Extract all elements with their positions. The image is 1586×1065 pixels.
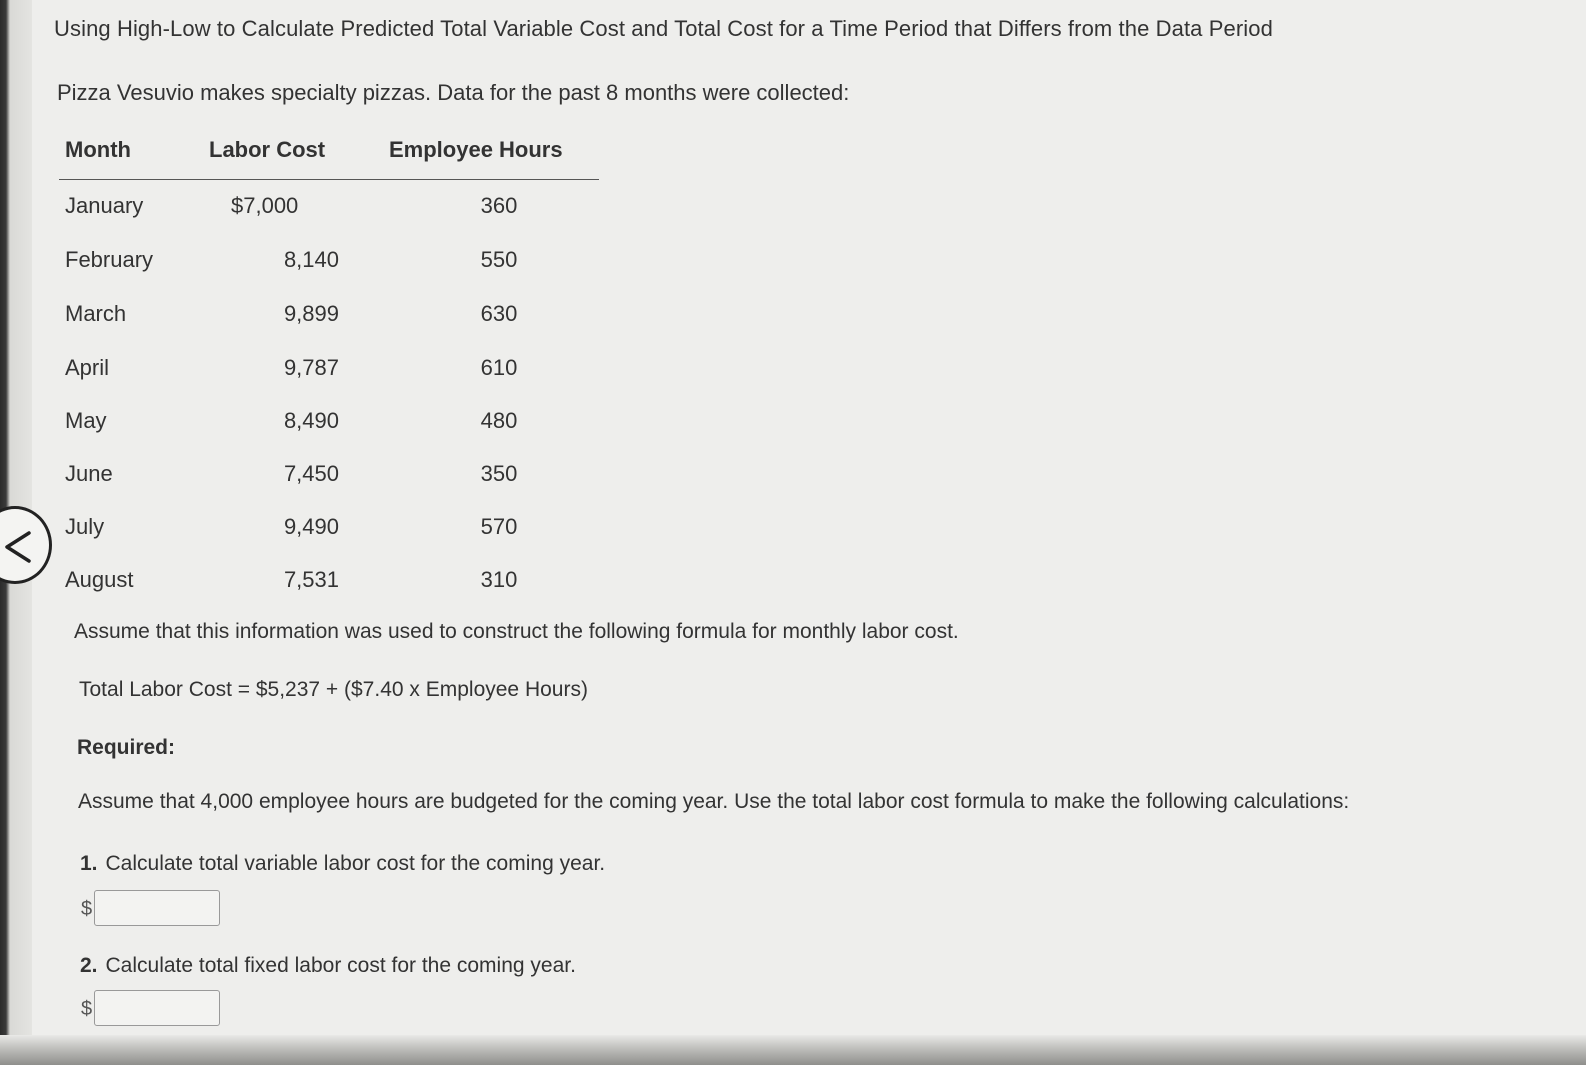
employee-hours-cell: 630 [480,301,518,326]
column-header-employee-hours: Employee Hours [389,137,563,162]
currency-symbol: $ [81,998,93,1020]
month-cell: February [65,247,154,272]
labor-cost-cell: $7,000 [231,193,299,218]
employee-hours-cell: 550 [480,247,518,272]
employee-hours-cell: 610 [480,355,518,380]
month-cell: June [65,461,113,486]
chevron-left-icon [1,529,35,565]
labor-cost-cell: 9,899 [283,301,339,326]
question-text: Calculate total variable labor cost for the coming year. [105,852,606,875]
table-row [59,514,599,554]
labor-cost-cell: 8,490 [283,408,339,433]
employee-hours-cell: 360 [480,193,518,218]
labor-cost-cell: 7,531 [283,567,339,592]
column-header-labor-cost: Labor Cost [209,137,326,162]
question-number: 1. [80,852,98,875]
month-cell: March [65,301,127,326]
screen-bezel-bottom [0,1035,1586,1065]
variable-labor-cost-input[interactable] [94,890,220,926]
table-row [59,461,599,501]
page-title: Using High-Low to Calculate Predicted Total Variable Cost and Total Cost for a Time Period that Differs from the Data Period [54,16,1273,41]
table-row [59,408,599,448]
labor-cost-cell: 9,490 [283,514,339,539]
cost-formula: Total Labor Cost = $5,237 + ($7.40 x Employee Hours) [79,678,588,701]
instructions-text: Assume that 4,000 employee hours are budgeted for the coming year. Use the total labor cost formula to make the following calculations: [78,790,1350,813]
question-number: 2. [80,954,98,977]
fixed-labor-cost-input[interactable] [94,990,220,1026]
table-row [59,567,599,607]
month-cell: August [65,567,134,592]
table-row [59,193,599,233]
month-cell: May [65,408,107,433]
employee-hours-cell: 310 [480,567,518,592]
labor-cost-cell: 8,140 [283,247,339,272]
question-page [32,0,1586,1040]
employee-hours-cell: 350 [480,461,518,486]
column-header-month: Month [65,137,131,162]
required-heading: Required: [77,736,176,759]
question-text: Calculate total fixed labor cost for the coming year. [105,954,576,977]
currency-symbol: $ [81,898,93,920]
header-divider [59,179,599,180]
month-cell: April [65,355,110,380]
table-row [59,355,599,395]
question-1 [80,852,605,876]
table-row [59,301,599,341]
intro-text: Pizza Vesuvio makes specialty pizzas. Data for the past 8 months were collected: [57,80,850,105]
question-2 [80,954,576,978]
labor-cost-cell: 7,450 [283,461,339,486]
employee-hours-cell: 570 [480,514,518,539]
labor-cost-cell: 9,787 [283,355,339,380]
table-row [59,247,599,287]
month-cell: January [65,193,144,218]
month-cell: July [65,514,105,539]
assumption-text: Assume that this information was used to construct the following formula for monthly labor cost. [74,620,959,643]
employee-hours-cell: 480 [480,408,518,433]
